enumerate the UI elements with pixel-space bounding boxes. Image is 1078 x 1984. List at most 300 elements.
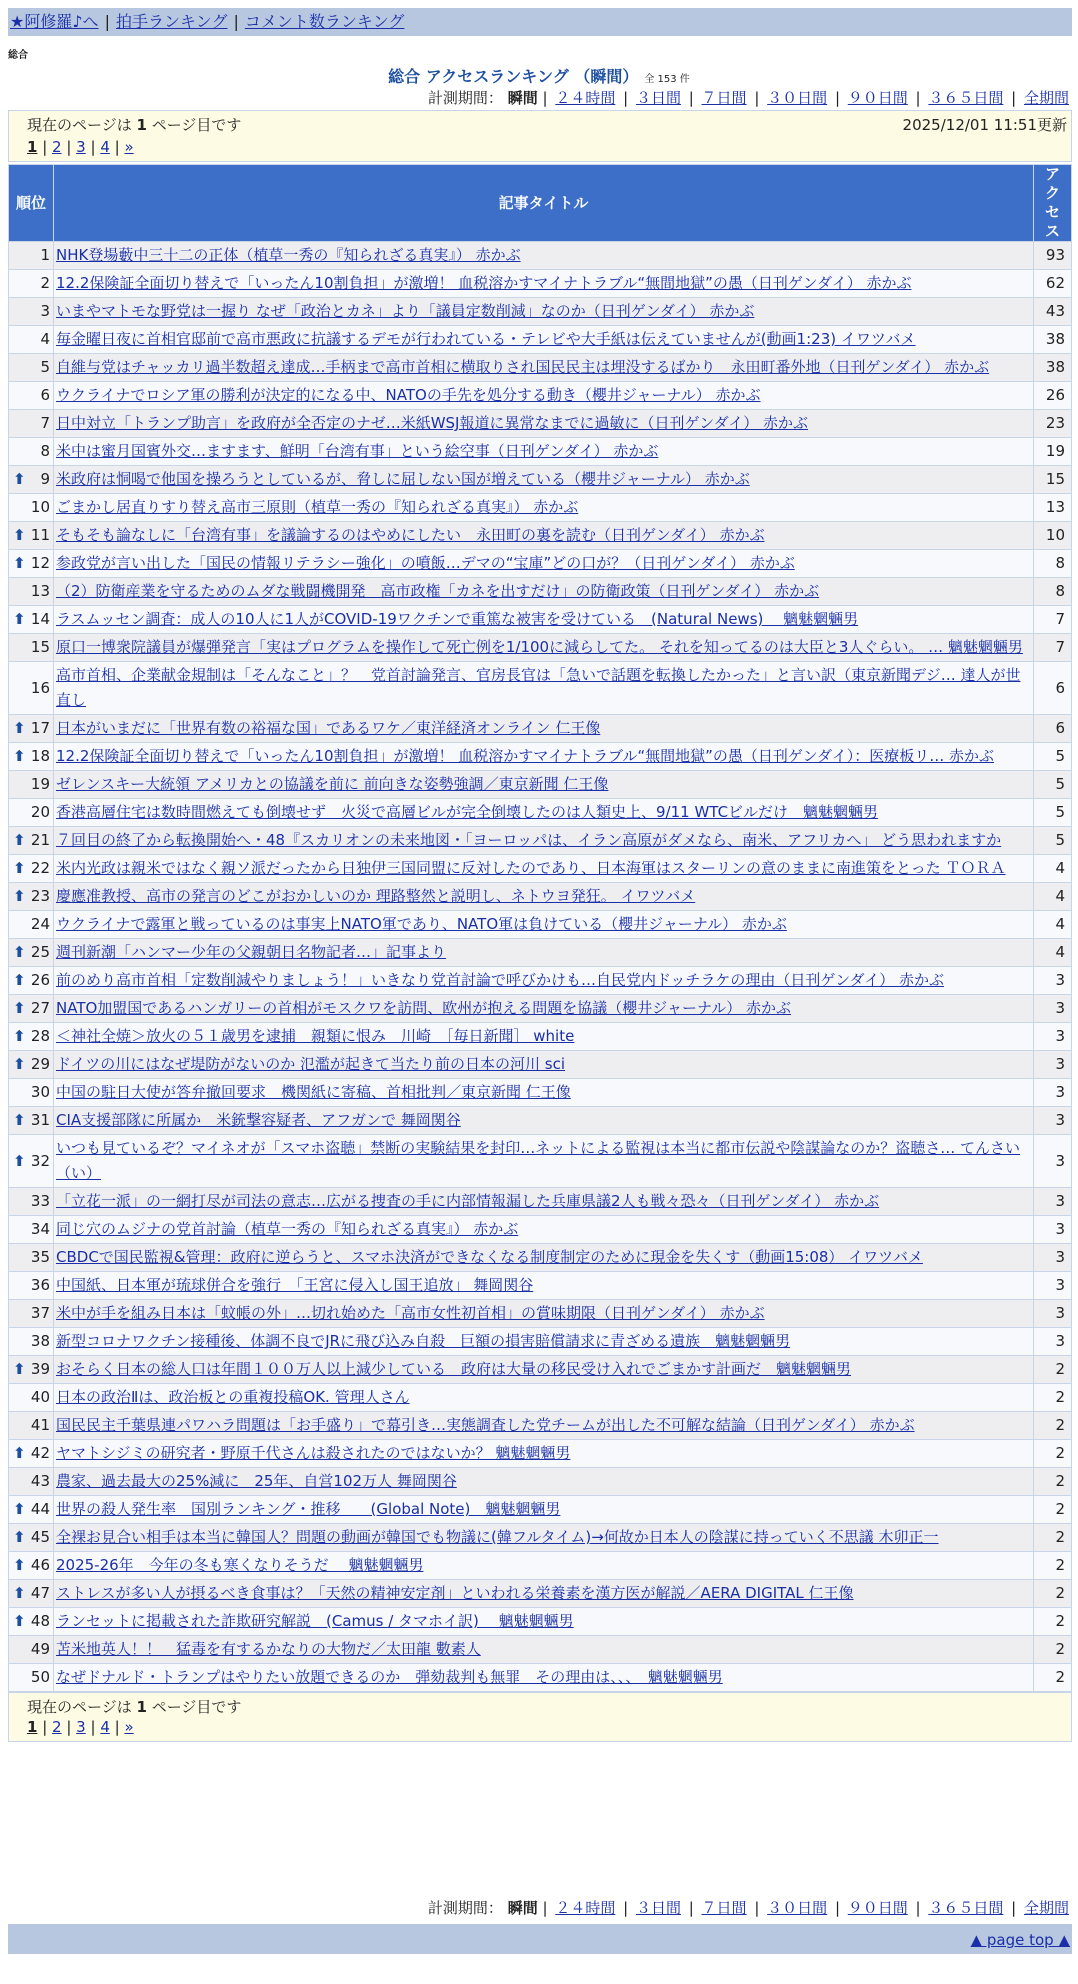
table-row [9,1107,1072,1135]
access-count: 6 [1034,715,1072,743]
rank-cell [9,995,54,1023]
title-cell [54,827,1034,855]
article-link[interactable]: CIA支援部隊に所属か 米銃撃容疑者、アフガンで 舞岡関谷 [56,1111,461,1129]
period-option-link[interactable]: ３０日間 [767,89,828,107]
title-cell [54,326,1034,354]
table-row [9,1608,1072,1636]
table-row [9,995,1072,1023]
title-cell [54,799,1034,827]
access-count: 2 [1034,1356,1072,1384]
period-option-link[interactable]: ３６５日間 [928,1899,1004,1917]
table-row [9,522,1072,550]
article-link[interactable]: （2）防衛産業を守るためのムダな戦闘機開発 高市政権「カネを出すだけ」の防衛政策（日刊ゲンダイ） 赤かぶ [56,582,820,600]
period-option-link[interactable]: ３６５日間 [928,89,1004,107]
rank-cell [9,1244,54,1272]
rank-cell [9,466,54,494]
separator: | [830,89,845,107]
article-link[interactable]: 中国紙、日本軍が琉球併合を強行 「王宮に侵入し国王追放」 舞岡関谷 [56,1276,534,1294]
title-cell [54,578,1034,606]
title-cell [54,1188,1034,1216]
rank-number: 41 [30,1416,50,1434]
article-link[interactable]: ドイツの川にはなぜ堤防がないのか 氾濫が起きて当たり前の日本の河川 sci [56,1055,566,1073]
article-link[interactable]: 2025-26年 今年の冬も寒くなりそうだ 魑魅魍魎男 [56,1556,424,1574]
period-option-link[interactable]: ９０日間 [847,89,908,107]
period-current: 瞬間 [507,1899,538,1917]
access-count: 7 [1034,634,1072,662]
title-cell [54,1552,1034,1580]
title-cell [54,743,1034,771]
period-current: 瞬間 [507,89,538,107]
page-number-link[interactable]: 4 [100,138,110,156]
access-count: 15 [1034,466,1072,494]
rank-cell [9,438,54,466]
period-label: 計測期間： [427,1899,503,1917]
title-cell [54,1051,1034,1079]
pagination-top [27,138,134,156]
article-link[interactable]: 香港高層住宅は数時間燃えても倒壊せず 火災で高層ビルが完全倒壊したのは人類史上、9/11 WTCビルだけ 魑魅魍魎男 [56,803,879,821]
rank-number: 21 [30,831,50,849]
period-selector-top [428,87,1072,108]
rank-cell [9,1107,54,1135]
access-count: 10 [1034,522,1072,550]
table-row [9,1412,1072,1440]
separator: | [85,138,101,156]
page-number-link[interactable]: 2 [52,1718,62,1736]
rank-number: 7 [40,414,50,432]
rank-cell [9,494,54,522]
table-row [9,855,1072,883]
article-link[interactable]: 新型コロナワクチン接種後、体調不良でJRに飛び込み自殺 巨額の損害賠償請求に青ざめる遺族 魑魅魍魎男 [56,1332,791,1350]
title-cell [54,1244,1034,1272]
article-link[interactable]: ゼレンスキー大統領 アメリカとの協議を前に 前向きな姿勢強調／東京新聞 仁王像 [56,775,609,793]
access-count: 43 [1034,298,1072,326]
up-arrow-icon: ⬆ [13,1027,26,1045]
clap-ranking-link[interactable]: 拍手ランキング [115,12,228,31]
access-count: 38 [1034,354,1072,382]
separator: | [1006,1899,1021,1917]
rank-cell [9,522,54,550]
rank-number: 37 [30,1304,50,1322]
period-option-link[interactable]: ２４時間 [555,89,616,107]
rank-cell [9,1356,54,1384]
rank-number: 24 [30,915,50,933]
up-arrow-icon: ⬆ [13,526,26,544]
rank-number: 4 [40,330,50,348]
rank-cell [9,1135,54,1188]
article-link[interactable]: 米中は蜜月国賓外交…ますます、鮮明「台湾有事」という絵空事（日刊ゲンダイ） 赤かぶ [56,442,659,460]
article-link[interactable]: ウクライナで露軍と戦っているのは事実上NATO軍であり、NATO軍は負けている（櫻井ジャーナル） 赤かぶ [56,915,787,933]
title-cell [54,1608,1034,1636]
access-count: 7 [1034,606,1072,634]
article-link[interactable]: 前のめり高市首相「定数削減やりましょう！」いきなり党首討論で呼びかけも…自民党内ドッチラケの理由（日刊ゲンダイ） 赤かぶ [56,971,944,989]
article-link[interactable]: NATO加盟国であるハンガリーの首相がモスクワを訪問、欧州が抱える問題を協議（櫻井ジャーナル） 赤かぶ [56,999,792,1017]
title-cell [54,883,1034,911]
rank-number: 38 [30,1332,50,1350]
rank-number: 3 [40,302,50,320]
access-count: 2 [1034,1496,1072,1524]
up-arrow-icon: ⬆ [13,719,26,737]
title-cell [54,494,1034,522]
up-arrow-icon: ⬆ [13,1584,26,1602]
table-row [9,1440,1072,1468]
table-row [9,771,1072,799]
rank-number: 32 [30,1151,50,1170]
title-cell [54,1107,1034,1135]
access-count: 4 [1034,911,1072,939]
article-link[interactable]: 日本がいまだに「世界有数の裕福な国」であるワケ／東洋経済オンライン 仁王像 [56,719,601,737]
table-row [9,606,1072,634]
rank-number: 11 [30,526,50,544]
article-link[interactable]: おそらく日本の総人口は年間１００万人以上減少している 政府は大量の移民受け入れでごまかす計画だ 魑魅魍魎男 [56,1360,852,1378]
title-cell [54,606,1034,634]
up-arrow-icon: ⬆ [13,1612,26,1630]
rank-cell [9,606,54,634]
rank-cell [9,1023,54,1051]
separator: | [109,138,125,156]
rank-number: 18 [30,747,50,765]
top-nav-bar: ★阿修羅♪へ | 拍手ランキング | コメント数ランキング [8,8,1072,36]
table-row [9,326,1072,354]
up-arrow-icon: ⬆ [13,1500,26,1518]
rank-cell [9,1412,54,1440]
table-row [9,1468,1072,1496]
title-cell [54,382,1034,410]
period-option-link[interactable]: ３０日間 [767,1899,828,1917]
title-cell [54,1440,1034,1468]
access-count: 3 [1034,1216,1072,1244]
rank-number: 45 [30,1528,50,1546]
rank-number: 10 [30,498,50,516]
access-column-header: アクセス [1034,165,1072,242]
table-row [9,1051,1072,1079]
article-link[interactable]: なぜドナルド・トランプはやりたい放題できるのか 弾劾裁判も無罪 その理由は、、、 魑魅魍魎男 [56,1668,723,1686]
rank-number: 9 [40,470,50,488]
rank-cell [9,939,54,967]
rank-cell [9,1051,54,1079]
title-cell [54,1023,1034,1051]
rank-number: 31 [30,1111,50,1129]
up-arrow-icon: ⬆ [13,1111,26,1129]
page-title-text: 総合 アクセスランキング （瞬間） [388,67,639,86]
rank-number: 30 [30,1083,50,1101]
table-row [9,634,1072,662]
access-count: 8 [1034,550,1072,578]
rank-number: 26 [30,971,50,989]
title-cell [54,550,1034,578]
article-link[interactable]: ＜神社全焼＞放火の５１歳男を逮捕 親類に恨み 川崎 ［毎日新聞］ white [56,1027,575,1045]
article-link[interactable]: CBDCで国民監視&管理：政府に逆らうと、スマホ決済ができなくなる制度制定のために現金を失くす（動画15:08） イワツバメ [56,1248,923,1266]
period-option-link[interactable]: 全期間 [1023,89,1069,107]
rank-column-header: 順位 [9,165,54,242]
table-row [9,1664,1072,1692]
page-title [0,64,1078,87]
article-link[interactable]: NHK登場藪中三十二の正体（植草一秀の『知られざる真実』） 赤かぶ [56,246,521,264]
rank-cell [9,634,54,662]
title-cell [54,242,1034,270]
rank-number: 14 [30,610,50,628]
rank-cell [9,578,54,606]
rank-cell [9,799,54,827]
rank-number: 16 [30,678,50,697]
article-link[interactable]: 参政党が言い出した「国民の情報リテラシー強化」の噴飯…デマの“宝庫”どの口が？（日刊ゲンダイ） 赤かぶ [56,554,795,572]
article-link[interactable]: 原口一博衆院議員が爆弾発言「実はプログラムを操作して死亡例を1/100に減らしてた。 それを知ってるのは大臣と3人ぐらい。 … 魑魅魍魎男 [56,638,1023,656]
access-count: 3 [1034,1023,1072,1051]
title-cell [54,715,1034,743]
rank-cell [9,326,54,354]
rank-number: 17 [30,719,50,737]
period-label: 計測期間： [427,89,503,107]
pagination-bottom [27,1718,134,1736]
comment-ranking-link[interactable]: コメント数ランキング [244,12,405,31]
access-count: 2 [1034,1608,1072,1636]
table-row [9,1300,1072,1328]
article-link[interactable]: 12.2保険証全面切り替えで「いったん10割負担」が激増！ 血税溶かすマイナトラブル“無間地獄”の愚（日刊ゲンダイ）：医療板リ… 赤かぶ [56,747,994,765]
article-link[interactable]: いまやマトモな野党は一握り なぜ「政治とカネ」より「議員定数削減」なのか（日刊ゲンダイ） 赤かぶ [56,302,755,320]
article-link[interactable]: 日中対立「トランプ助言」を政府が全否定のナゼ…米紙WSJ報道に異常なまでに過敏に（日刊ゲンダイ） 赤かぶ [56,414,809,432]
up-arrow-icon: ⬆ [13,1360,26,1378]
separator: | [537,89,553,107]
title-cell [54,1664,1034,1692]
access-count: 3 [1034,1107,1072,1135]
table-row [9,1636,1072,1664]
up-arrow-icon: ⬆ [13,1444,26,1462]
period-option-link[interactable]: ３日間 [635,89,681,107]
rank-number: 42 [30,1444,50,1462]
table-row [9,438,1072,466]
rank-cell [9,1608,54,1636]
next-page-link[interactable]: » [124,138,134,156]
table-row [9,494,1072,522]
access-count: 3 [1034,995,1072,1023]
rank-cell [9,1300,54,1328]
page-number-link[interactable]: 3 [76,1718,86,1736]
article-link[interactable]: ７回目の終了から転換開始へ・48『スカリオンの未来地図・「ヨーロッパは、イラン高原がダメなら、南米、アフリカへ」 どう思われますか [56,831,1002,849]
access-count: 3 [1034,1244,1072,1272]
article-link[interactable]: 全裸お見合い相手は本当に韓国人？問題の動画が韓国でも物議に(韓フルタイム)→何故か日本人の陰謀に持っていく不思議 木卯正一 [56,1528,939,1546]
total-count: 全 153 件 [644,74,690,85]
title-cell [54,662,1034,715]
article-link[interactable]: ヤマトシジミの研究者・野原千代さんは殺されたのではないか？ 魑魅魍魎男 [56,1444,571,1462]
rank-cell [9,911,54,939]
table-row [9,1272,1072,1300]
title-cell [54,1079,1034,1107]
title-column-header: 記事タイトル [54,165,1034,242]
access-count: 3 [1034,1328,1072,1356]
article-link[interactable]: 農家、過去最大の25%減に 25年、自営102万人 舞岡関谷 [56,1472,457,1490]
rank-cell [9,298,54,326]
up-arrow-icon: ⬆ [13,859,26,877]
rank-number: 43 [30,1472,50,1490]
period-option-link[interactable]: ７日間 [701,89,747,107]
access-count: 3 [1034,1051,1072,1079]
next-page-link[interactable]: » [124,1718,134,1736]
access-count: 3 [1034,967,1072,995]
rank-cell [9,242,54,270]
article-link[interactable]: ラスムッセン調査：成人の10人に1人がCOVID-19ワクチンで重篤な被害を受けている (Natural News) 魑魅魍魎男 [56,610,859,628]
separator: | [109,1718,125,1736]
access-count: 2 [1034,1440,1072,1468]
rank-cell [9,1496,54,1524]
rank-cell [9,1328,54,1356]
rank-cell [9,967,54,995]
table-row [9,242,1072,270]
rank-cell [9,1079,54,1107]
article-link[interactable]: 「立花一派」の一網打尽が司法の意志…広がる捜査の手に内部情報漏した兵庫県議2人も戦々恐々（日刊ゲンダイ） 赤かぶ [56,1192,880,1210]
current-page-text: 現在のページは 1 ページ目です [27,116,242,134]
article-link[interactable]: 12.2保険証全面切り替えで「いったん10割負担」が激増！ 血税溶かすマイナトラブル“無間地獄”の愚（日刊ゲンダイ） 赤かぶ [56,274,912,292]
rank-cell [9,354,54,382]
rank-cell [9,662,54,715]
access-count: 2 [1034,1552,1072,1580]
rank-cell [9,1580,54,1608]
access-count: 3 [1034,1188,1072,1216]
article-link[interactable]: 苫米地英人！！ 猛毒を有するかなりの大物だ／太田龍 數素人 [56,1640,481,1658]
article-link[interactable]: いつも見ているぞ？マイネオが「スマホ盗聴」禁断の実験結果を封印…ネットによる監視は本当に都市伝説や陰謀論なのか？盗聴さ… てんさい（い） [56,1139,1021,1182]
article-link[interactable]: 高市首相、企業献金規制は「そんなこと」？ 党首討論発言、官房長官は「急いで話題を転換したかった」と言い訳（東京新聞デジ… 達人が世直し [56,666,1021,709]
rank-cell [9,270,54,298]
table-row [9,1524,1072,1552]
access-count: 5 [1034,799,1072,827]
period-option-link[interactable]: ９０日間 [847,1899,908,1917]
article-link[interactable]: 慶應准教授、高市の発言のどこがおかしいのか 理路整然と説明し、ネトウヨ発狂。 イワツバメ [56,887,696,905]
table-row [9,1384,1072,1412]
article-link[interactable]: 世界の殺人発生率 国別ランキング・推移 (Global Note) 魑魅魍魎男 [56,1500,561,1518]
up-arrow-icon: ⬆ [13,943,26,961]
article-link[interactable]: 米内光政は親米ではなく親ソ派だったから日独伊三国同盟に反対したのであり、日本海軍はスターリンの意のままに南進策をとった ＴＯＲＡ [56,859,1006,877]
up-arrow-icon: ⬆ [13,1151,26,1170]
article-link[interactable]: 毎金曜日夜に首相官邸前で高市悪政に抗議するデモが行われている・テレビや大手紙は伝えていませんが(動画1:23) イワツバメ [56,330,916,348]
article-link[interactable]: 自維与党はチャッカリ過半数超え達成…手柄まで高市首相に横取りされ国民民主は埋没するばかり 永田町番外地（日刊ゲンダイ） 赤かぶ [56,358,990,376]
current-page-text-bottom: 現在のページは 1 ページ目です [27,1698,242,1716]
up-arrow-icon: ⬆ [13,971,26,989]
rank-number: 19 [30,775,50,793]
title-cell [54,1272,1034,1300]
article-link[interactable]: ウクライナでロシア軍の勝利が決定的になる中、NATOの手先を処分する動き（櫻井ジャーナル） 赤かぶ [56,386,761,404]
title-cell [54,1524,1034,1552]
title-cell [54,1636,1034,1664]
rank-cell [9,1664,54,1692]
table-row [9,1079,1072,1107]
period-option-link[interactable]: ２４時間 [555,1899,616,1917]
table-row [9,550,1072,578]
title-cell [54,1496,1034,1524]
article-link[interactable]: 国民民主千葉県連パワハラ問題は「お手盛り」で幕引き…実態調査した党チームが出した不可解な結論（日刊ゲンダイ） 赤かぶ [56,1416,915,1434]
up-arrow-icon: ⬆ [13,999,26,1017]
rank-cell [9,743,54,771]
access-count: 8 [1034,578,1072,606]
table-row [9,715,1072,743]
page-number-link[interactable]: 2 [52,138,62,156]
article-link[interactable]: ランセットに掲載された詐欺研究解説 (Camus / タマホイ訳) 魑魅魍魎男 [56,1612,574,1630]
rank-number: 35 [30,1248,50,1266]
access-count: 62 [1034,270,1072,298]
rank-number: 47 [30,1584,50,1602]
title-cell [54,1468,1034,1496]
up-arrow-icon: ⬆ [13,887,26,905]
period-option-link[interactable]: 全期間 [1023,1899,1069,1917]
access-count: 3 [1034,1079,1072,1107]
period-option-link[interactable]: ７日間 [701,1899,747,1917]
access-count: 2 [1034,1412,1072,1440]
article-link[interactable]: 米中が手を組み日本は「蚊帳の外」…切れ始めた「高市女性初首相」の賞味期限（日刊ゲンダイ） 赤かぶ [56,1304,765,1322]
title-cell [54,1135,1034,1188]
access-count: 19 [1034,438,1072,466]
table-row [9,1188,1072,1216]
rank-number: 39 [30,1360,50,1378]
up-arrow-icon: ⬆ [13,1556,26,1574]
separator: | [61,138,77,156]
access-count: 3 [1034,1135,1072,1188]
page-number-link[interactable]: 4 [100,1718,110,1736]
separator: | [683,89,699,107]
access-count: 2 [1034,1384,1072,1412]
separator: | [37,1718,53,1736]
period-selector-bottom [428,1897,1072,1918]
page-top-link[interactable]: ▲ page top ▲ [970,1931,1070,1949]
separator: | [1006,89,1021,107]
rank-number: 29 [30,1055,50,1073]
page-number-link[interactable]: 3 [76,138,86,156]
title-cell [54,298,1034,326]
rank-cell [9,550,54,578]
rank-number: 25 [30,943,50,961]
up-arrow-icon: ⬆ [13,470,26,488]
table-row [9,911,1072,939]
access-count: 23 [1034,410,1072,438]
article-link[interactable]: そもそも論なしに「台湾有事」を議論するのはやめにしたい 永田町の裏を読む（日刊ゲンダイ） 赤かぶ [56,526,765,544]
table-row [9,578,1072,606]
table-header-row [9,165,1072,242]
rank-cell [9,1552,54,1580]
rank-number: 15 [30,638,50,656]
rank-number: 27 [30,999,50,1017]
table-row [9,382,1072,410]
separator: | [618,89,633,107]
updated-time: 2025/12/01 11:51更新 [902,116,1067,134]
title-cell [54,967,1034,995]
article-link[interactable]: 同じ穴のムジナの党首討論（植草一秀の『知られざる真実』） 赤かぶ [56,1220,519,1238]
table-row [9,662,1072,715]
access-count: 6 [1034,662,1072,715]
access-count: 13 [1034,494,1072,522]
article-link[interactable]: 中国の駐日大使が答弁撤回要求 機関紙に寄稿、首相批判／東京新聞 仁王像 [56,1083,571,1101]
separator: | [85,1718,101,1736]
separator: | [910,89,926,107]
access-count: 2 [1034,1636,1072,1664]
up-arrow-icon: ⬆ [13,1528,26,1546]
separator: | [749,1899,765,1917]
rank-number: 13 [30,582,50,600]
rank-cell [9,771,54,799]
article-link[interactable]: 週刊新潮「ハンマー少年の父親朝日名物記者…」記事より [56,943,447,961]
article-link[interactable]: 日本の政治Ⅱは、政治板との重複投稿OK. 管理人さん [56,1388,410,1406]
title-cell [54,855,1034,883]
article-link[interactable]: ストレスが多い人が摂るべき食事は？「天然の精神安定剤」といわれる栄養素を漢方医が解説／AERA DIGITAL 仁王像 [56,1584,854,1602]
separator: | [61,1718,77,1736]
rank-cell [9,1384,54,1412]
bottom-bar [8,1924,1072,1954]
page-info-top [8,110,1072,162]
rank-number: 50 [30,1668,50,1686]
access-count: 4 [1034,883,1072,911]
period-option-link[interactable]: ３日間 [635,1899,681,1917]
article-link[interactable]: ごまかし居直りすり替え高市三原則（植草一秀の『知られざる真実』） 赤かぶ [56,498,579,516]
home-link[interactable]: ★阿修羅♪へ [10,12,99,31]
table-row [9,883,1072,911]
rank-cell [9,1216,54,1244]
rank-number: 1 [40,246,50,264]
article-link[interactable]: 米政府は恫喝で他国を操ろうとしているが、脅しに屈しない国が増えている（櫻井ジャーナル） 赤かぶ [56,470,750,488]
